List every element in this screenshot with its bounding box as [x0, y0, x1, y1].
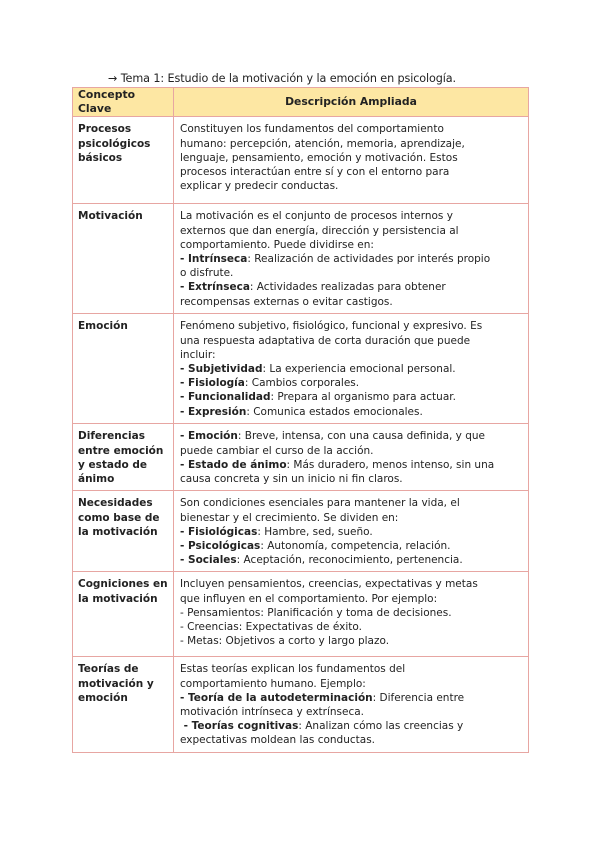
- description-line: [180, 525, 523, 539]
- description-line: [180, 238, 523, 252]
- description-text: Estas teorías explican los fundamentos del: [180, 663, 406, 676]
- concept-line: la motivación: [78, 592, 158, 605]
- description-text: explicar y predecir conductas.: [180, 180, 339, 193]
- description-text: : Actividades realizadas para obtener: [249, 281, 446, 294]
- description-text: : Breve, intensa, con una causa definida, y que: [237, 430, 486, 443]
- term-label: - Expresión: [180, 405, 247, 418]
- concept-line: Emoción: [78, 320, 128, 333]
- concept-cell: [73, 657, 174, 753]
- description-cell: [174, 204, 529, 314]
- description-line: [180, 224, 523, 238]
- description-cell: [174, 117, 529, 204]
- description-text: La motivación es el conjunto de procesos internos y: [180, 210, 453, 223]
- description-line: [180, 151, 523, 165]
- description-line: [180, 137, 523, 151]
- concepts-table: [72, 87, 529, 753]
- term-label: - Funcionalidad: [180, 391, 271, 404]
- description-line: [180, 458, 523, 472]
- description-text: motivación intrínseca y extrínseca.: [180, 706, 365, 719]
- concept-line: psicológicos: [78, 137, 151, 150]
- description-line: [180, 592, 523, 606]
- description-line: [180, 539, 523, 553]
- description-text: : Analizan cómo las creencias y: [298, 720, 464, 733]
- term-label: - Subjetividad: [180, 363, 263, 376]
- description-line: [180, 662, 523, 676]
- concept-line: ánimo: [78, 473, 115, 486]
- description-line: [180, 334, 523, 348]
- concept-line: la motivación: [78, 525, 158, 538]
- concept-cell: [73, 314, 174, 424]
- concept-line: Cogniciones en: [78, 578, 168, 591]
- description-line: [180, 472, 523, 486]
- description-text: : Comunica estados emocionales.: [246, 405, 423, 418]
- description-text: : Prepara al organismo para actuar.: [270, 391, 456, 404]
- term-label: - Sociales: [180, 554, 237, 567]
- concept-cell: [73, 117, 174, 204]
- description-text: Constituyen los fundamentos del comportamiento: [180, 123, 444, 136]
- term-label: - Extrínseca: [180, 281, 250, 294]
- header-concept: Concepto Clave: [73, 88, 174, 117]
- description-line: [180, 677, 523, 691]
- concept-line: Teorías de: [78, 663, 139, 676]
- description-text: una respuesta adaptativa de corta duración que puede: [180, 334, 471, 347]
- table-row: [73, 657, 529, 753]
- description-line: [180, 209, 523, 223]
- description-text: Incluyen pensamientos, creencias, expectativas y metas: [180, 578, 478, 591]
- concept-line: emoción: [78, 691, 128, 704]
- description-text: - Metas: Objetivos a corto y largo plazo.: [180, 635, 390, 648]
- description-text: : Aceptación, reconocimiento, pertenencia.: [236, 554, 463, 567]
- concept-line: Procesos: [78, 123, 132, 136]
- description-line: [180, 444, 523, 458]
- description-line: [180, 553, 523, 567]
- description-line: [180, 122, 523, 136]
- concept-cell: [73, 572, 174, 657]
- description-text: comportamiento humano. Ejemplo:: [180, 677, 366, 690]
- concept-line: Necesidades: [78, 497, 153, 510]
- description-text: comportamiento. Puede dividirse en:: [180, 238, 374, 251]
- description-line: [180, 362, 523, 376]
- description-text: : Realización de actividades por interés propio: [247, 253, 491, 266]
- description-cell: [174, 314, 529, 424]
- concept-cell: [73, 491, 174, 572]
- description-line: [180, 280, 523, 294]
- description-text: : Cambios corporales.: [244, 377, 360, 390]
- description-line: [180, 705, 523, 719]
- description-text: causa concreta y sin un inicio ni fin claros.: [180, 473, 403, 486]
- description-text: Fenómeno subjetivo, fisiológico, funcional y expresivo. Es: [180, 320, 483, 333]
- description-text: : Hambre, sed, sueño.: [257, 525, 373, 538]
- description-text: : Más duradero, menos intenso, sin una: [286, 458, 495, 471]
- description-text: : Autonomía, competencia, relación.: [260, 540, 451, 553]
- concept-line: como base de: [78, 511, 160, 524]
- term-label: - Fisiológicas: [180, 525, 258, 538]
- description-text: o disfrute.: [180, 267, 234, 280]
- description-line: [180, 376, 523, 390]
- description-text: : La experiencia emocional personal.: [262, 363, 456, 376]
- description-text: bienestar y el crecimiento. Se dividen en:: [180, 511, 399, 524]
- description-line: [180, 165, 523, 179]
- description-line: [180, 719, 523, 733]
- description-text: Son condiciones esenciales para mantener la vida, el: [180, 497, 460, 510]
- description-cell: [174, 424, 529, 491]
- page-title: → Tema 1: Estudio de la motivación y la emoción en psicología.: [108, 72, 457, 85]
- description-text: externos que dan energía, dirección y persistencia al: [180, 224, 459, 237]
- description-line: [180, 266, 523, 280]
- term-label: - Psicológicas: [180, 540, 261, 553]
- description-line: [180, 577, 523, 591]
- description-line: [180, 252, 523, 266]
- description-text: puede cambiar el curso de la acción.: [180, 444, 374, 457]
- concept-line: Diferencias: [78, 430, 145, 443]
- description-text: : Diferencia entre: [372, 691, 465, 704]
- term-label: - Teorías cognitivas: [180, 720, 299, 733]
- description-line: [180, 634, 523, 648]
- description-line: [180, 429, 523, 443]
- description-text: procesos interactúan entre sí y con el entorno para: [180, 166, 450, 179]
- term-label: - Teoría de la autodeterminación: [180, 691, 373, 704]
- description-text: que influyen en el comportamiento. Por ejemplo:: [180, 592, 438, 605]
- description-line: [180, 319, 523, 333]
- description-text: expectativas moldean las conductas.: [180, 734, 376, 747]
- concept-line: básicos: [78, 151, 123, 164]
- description-text: humano: percepción, atención, memoria, aprendizaje,: [180, 137, 465, 150]
- description-line: [180, 295, 523, 309]
- description-cell: [174, 657, 529, 753]
- table-row: [73, 204, 529, 314]
- table-header-row: [73, 88, 529, 117]
- description-text: - Creencias: Expectativas de éxito.: [180, 621, 362, 634]
- description-line: [180, 620, 523, 634]
- term-label: - Intrínseca: [180, 253, 248, 266]
- description-line: [180, 496, 523, 510]
- description-text: recompensas externas o evitar castigos.: [180, 295, 393, 308]
- description-text: - Pensamientos: Planificación y toma de decisiones.: [180, 606, 452, 619]
- description-cell: [174, 572, 529, 657]
- concept-line: entre emoción: [78, 444, 164, 457]
- concept-cell: [73, 204, 174, 314]
- description-line: [180, 511, 523, 525]
- description-line: [180, 348, 523, 362]
- description-line: [180, 606, 523, 620]
- concept-line: y estado de: [78, 458, 147, 471]
- table-row: [73, 314, 529, 424]
- description-text: incluir:: [180, 348, 216, 361]
- concept-line: motivación y: [78, 677, 154, 690]
- description-line: [180, 691, 523, 705]
- description-text: lenguaje, pensamiento, emoción y motivación. Estos: [180, 151, 458, 164]
- description-line: [180, 405, 523, 419]
- header-description: Descripción Ampliada: [174, 88, 529, 117]
- description-line: [180, 179, 523, 193]
- term-label: - Emoción: [180, 430, 238, 443]
- concept-cell: [73, 424, 174, 491]
- description-line: [180, 390, 523, 404]
- term-label: - Estado de ánimo: [180, 458, 287, 471]
- table-row: [73, 491, 529, 572]
- description-cell: [174, 491, 529, 572]
- description-line: [180, 733, 523, 747]
- table-row: [73, 424, 529, 491]
- table-row: [73, 117, 529, 204]
- table-row: [73, 572, 529, 657]
- term-label: - Fisiología: [180, 377, 245, 390]
- concept-line: Motivación: [78, 210, 143, 223]
